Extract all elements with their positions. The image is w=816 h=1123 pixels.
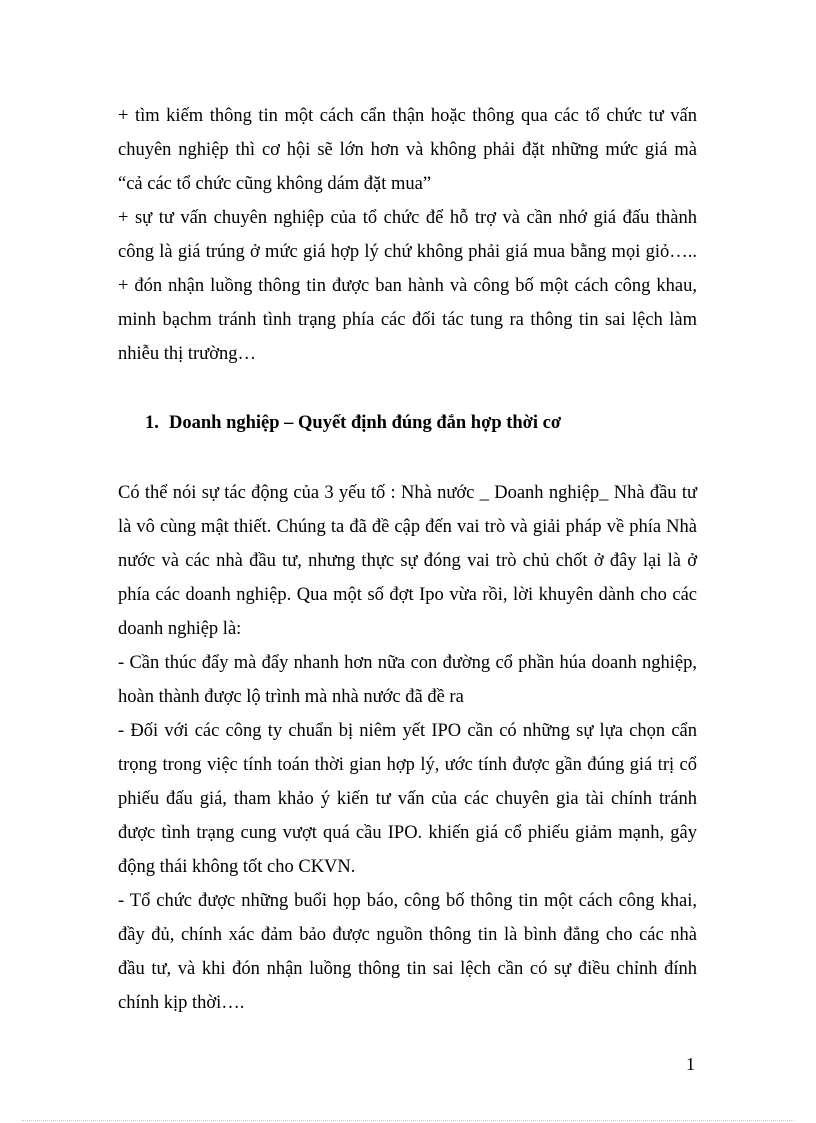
text-line: hoàn thành được lộ trình mà nhà nước đã đề ra [118,687,464,707]
text-line: doanh nghiệp là: [118,619,242,639]
text-line: chính kịp thời…. [118,993,245,1013]
text-line: - Đối với các công ty chuẩn bị niêm yết IPO cần có những sự lựa chọn cẩn [118,721,697,741]
text-line: - Cần thúc đẩy mà đẩy nhanh hơn nữa con đường cổ phần húa doanh nghiệp, [118,653,697,673]
text-line: + tìm kiếm thông tin một cách cẩn thận hoặc thông qua các tổ chức tư vấn [118,106,697,126]
text-line: - Tổ chức được những buổi họp báo, công bố thông tin một cách công khai, [118,891,697,911]
text-line: phía các doanh nghiệp. Qua một số đợt Ipo vừa rồi, lời khuyên dành cho các [118,585,697,605]
text-line: đầu tư, và khi đón nhận luồng thông tin sai lệch cần có sự điều chỉnh đính [118,959,697,979]
text-line: phiếu đấu giá, tham khảo ý kiến tư vấn của các chuyên gia tài chính tránh [118,789,697,809]
text-line: chuyên nghiệp thì cơ hội sẽ lớn hơn và không phải đặt những mức giá mà [118,140,697,160]
section-number: 1. [145,413,159,433]
text-line: + sự tư vấn chuyên nghiệp của tổ chức để hỗ trợ và cần nhớ giá đấu thành [118,208,697,228]
text-line: đầy đủ, chính xác đảm bảo được nguồn thông tin là bình đẳng cho các nhà [118,925,697,945]
text-line: Có thể nói sự tác động của 3 yếu tố : Nhà nước _ Doanh nghiệp_ Nhà đầu tư [118,483,697,503]
text-line: công là giá trúng ở mức giá hợp lý chứ không phải giá mua bằng mọi giỏ….. [118,242,697,262]
text-line: “cả các tổ chức cũng không dám đặt mua” [118,174,432,194]
text-line: trọng trong việc tính toán thời gian hợp lý, ước tính được gần đúng giá trị cổ [118,755,697,775]
page-bottom-divider [22,1120,794,1121]
text-line: là vô cùng mật thiết. Chúng ta đã đề cập đến vai trò và giải pháp về phía Nhà [118,517,697,537]
text-line: minh bạchm tránh tình trạng phía các đối tác tung ra thông tin sai lệch làm [118,310,697,330]
page-number: 1 [686,1054,695,1074]
section-title: Doanh nghiệp – Quyết định đúng đắn hợp thời cơ [169,413,562,433]
text-line: động thái không tốt cho CKVN. [118,857,356,877]
section-heading [145,412,561,434]
text-line: nhiễu thị trường… [118,344,256,364]
text-line: nước và các nhà đầu tư, nhưng thực sự đóng vai trò chủ chốt ở đây lại là ở [118,551,697,571]
text-line: + đón nhận luồng thông tin được ban hành và công bố một cách công khau, [118,276,697,296]
text-line: được tình trạng cung vượt quá cầu IPO. khiến giá cổ phiếu giảm mạnh, gây [118,823,697,843]
